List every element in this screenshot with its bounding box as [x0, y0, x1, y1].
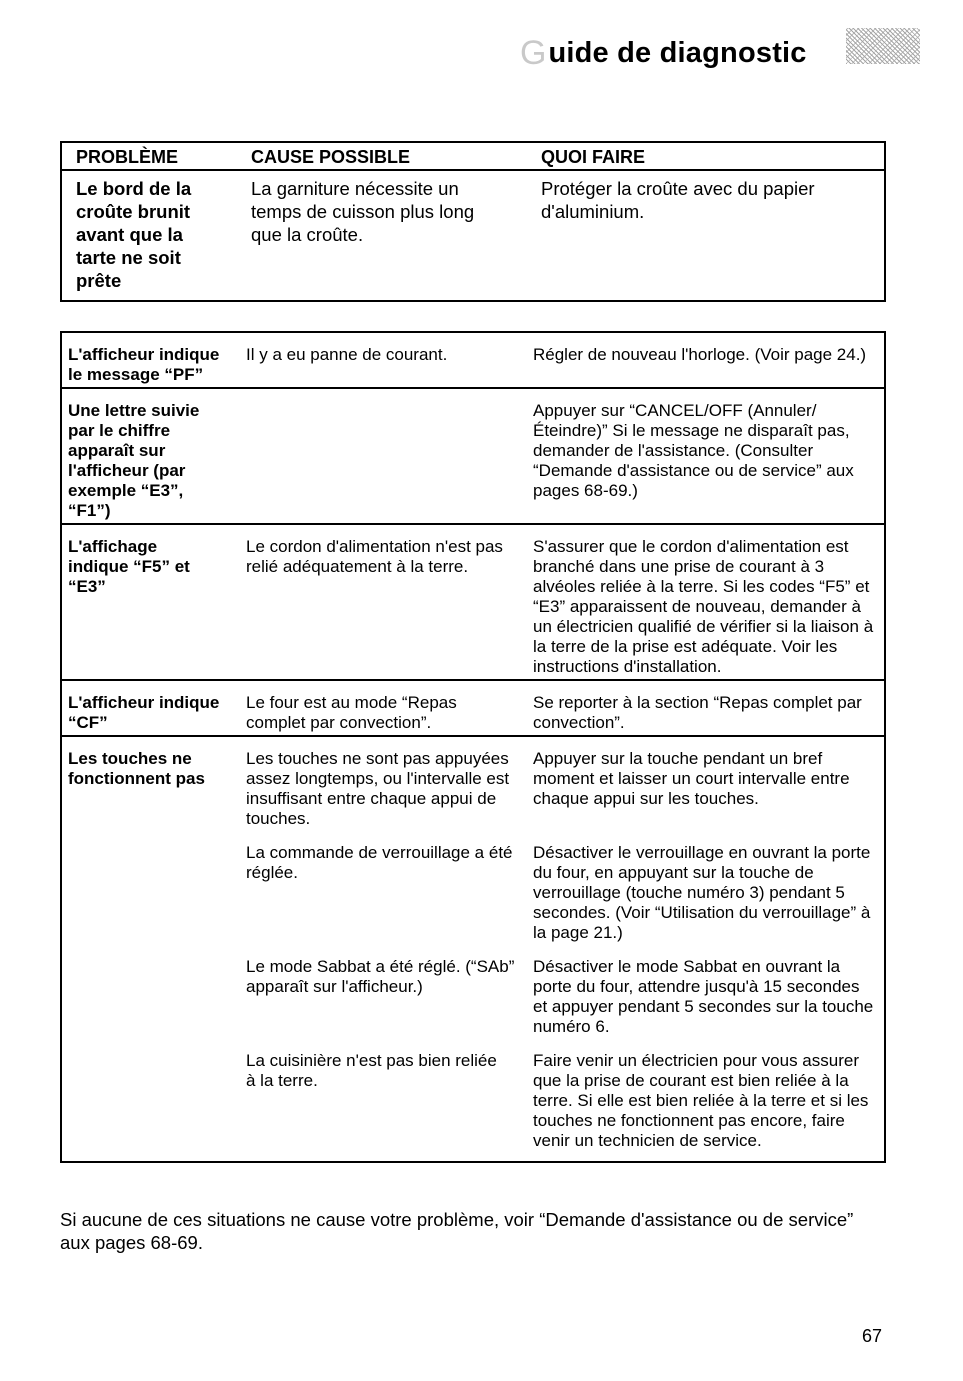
- footer-note: Si aucune de ces situations ne cause votre problème, voir “Demande d'assistance ou de service” aux pages 68-69.: [60, 1209, 854, 1253]
- cause-cell: Le mode Sabbat a été réglé. (“SAb” apparaît sur l'afficheur.): [246, 957, 515, 996]
- page-header: [520, 28, 807, 78]
- action-cell: Désactiver le mode Sabbat en ouvrant la porte du four, attendre jusqu'à 15 secondes et appuyer pendant 5 secondes sur la touche numéro 6.: [533, 957, 874, 1036]
- problem-cell: Le bord de la croûte brunit avant que la tarte ne soit prête: [76, 178, 192, 291]
- table-row: [61, 736, 885, 831]
- header-initial-letter: G: [520, 34, 547, 72]
- cause-cell: Les touches ne sont pas appuyées assez longtemps, ou l'intervalle est insuffisant entre chaque appui de touches.: [240, 736, 527, 831]
- diagnostic-table-pie: [60, 141, 886, 302]
- problem-cell: L'affichage indique “F5” et “E3”: [61, 524, 240, 680]
- action-cell: Protéger la croûte avec du papier d'aluminium.: [541, 178, 815, 222]
- problem-cell: L'afficheur indique “CF”: [61, 680, 240, 736]
- diagnostic-table-display: [60, 331, 886, 1163]
- problem-cell: Une lettre suivie par le chiffre apparaît sur l'afficheur (par exemple “E3”, “F1”): [61, 388, 240, 524]
- table-row: [61, 170, 885, 301]
- cause-cell: La commande de verrouillage a été réglée.: [246, 843, 513, 882]
- action-cell: Régler de nouveau l'horloge. (Voir page 24.): [533, 345, 867, 364]
- problem-cell: Les touches ne fonctionnent pas: [61, 736, 240, 1162]
- action-cell: Appuyer sur la touche pendant un bref moment et laisser un court intervalle entre chaque appui sur les touches.: [527, 736, 885, 831]
- cause-cell: [240, 388, 527, 524]
- column-header-problem: PROBLÈME: [61, 142, 237, 170]
- problem-cell: L'afficheur indique le message “PF”: [68, 345, 220, 384]
- header-decorative-pattern: [846, 28, 920, 64]
- table-row: [61, 388, 885, 524]
- cause-cell: Le four est au mode “Repas complet par convection”.: [240, 680, 527, 736]
- cause-cell: Il y a eu panne de courant.: [246, 345, 448, 364]
- action-cell: S'assurer que le cordon d'alimentation est branché dans une prise de courant à 3 alvéoles reliée à la terre. Si les codes “F5” et “E3” apparaissent de nouveau, demander à un électricien qualifié de vérifier si la liaison à la terre de la prise est adéquate. Voir les instructions d'installation.: [527, 524, 885, 680]
- action-cell: Désactiver le verrouillage en ouvrant la porte du four, en appuyant sur la touche de verrouillage (touche numéro 3) pendant 5 secondes. (Voir “Utilisation du verrouillage” à la page 21.): [533, 843, 871, 942]
- table-row: [61, 524, 885, 680]
- action-cell: Appuyer sur “CANCEL/OFF (Annuler/ Éteindre)” Si le message ne disparaît pas, demander de l'assistance. (Consulter “Demande d'assistance ou de service” aux pages 68-69.): [527, 388, 885, 524]
- page-title: uide de diagnostic: [548, 36, 807, 69]
- table-header-row: [61, 142, 885, 170]
- cause-cell: Le cordon d'alimentation n'est pas relié adéquatement à la terre.: [240, 524, 527, 680]
- table-row: [61, 332, 885, 388]
- action-cell: Se reporter à la section “Repas complet par convection”.: [527, 680, 885, 736]
- page-number: 67: [862, 1326, 883, 1346]
- column-header-action: QUOI FAIRE: [527, 142, 885, 170]
- action-cell: Faire venir un électricien pour vous assurer que la prise de courant est bien reliée à la terre. Si elle est bien reliée à la terre et si les touches ne fonctionnent pas encore, faire venir un technicien de service.: [533, 1051, 869, 1150]
- cause-cell: La garniture nécessite un temps de cuisson plus long que la croûte.: [251, 178, 475, 245]
- table-row: [61, 680, 885, 736]
- cause-cell: La cuisinière n'est pas bien reliée à la terre.: [246, 1051, 497, 1090]
- column-header-cause: CAUSE POSSIBLE: [237, 142, 527, 170]
